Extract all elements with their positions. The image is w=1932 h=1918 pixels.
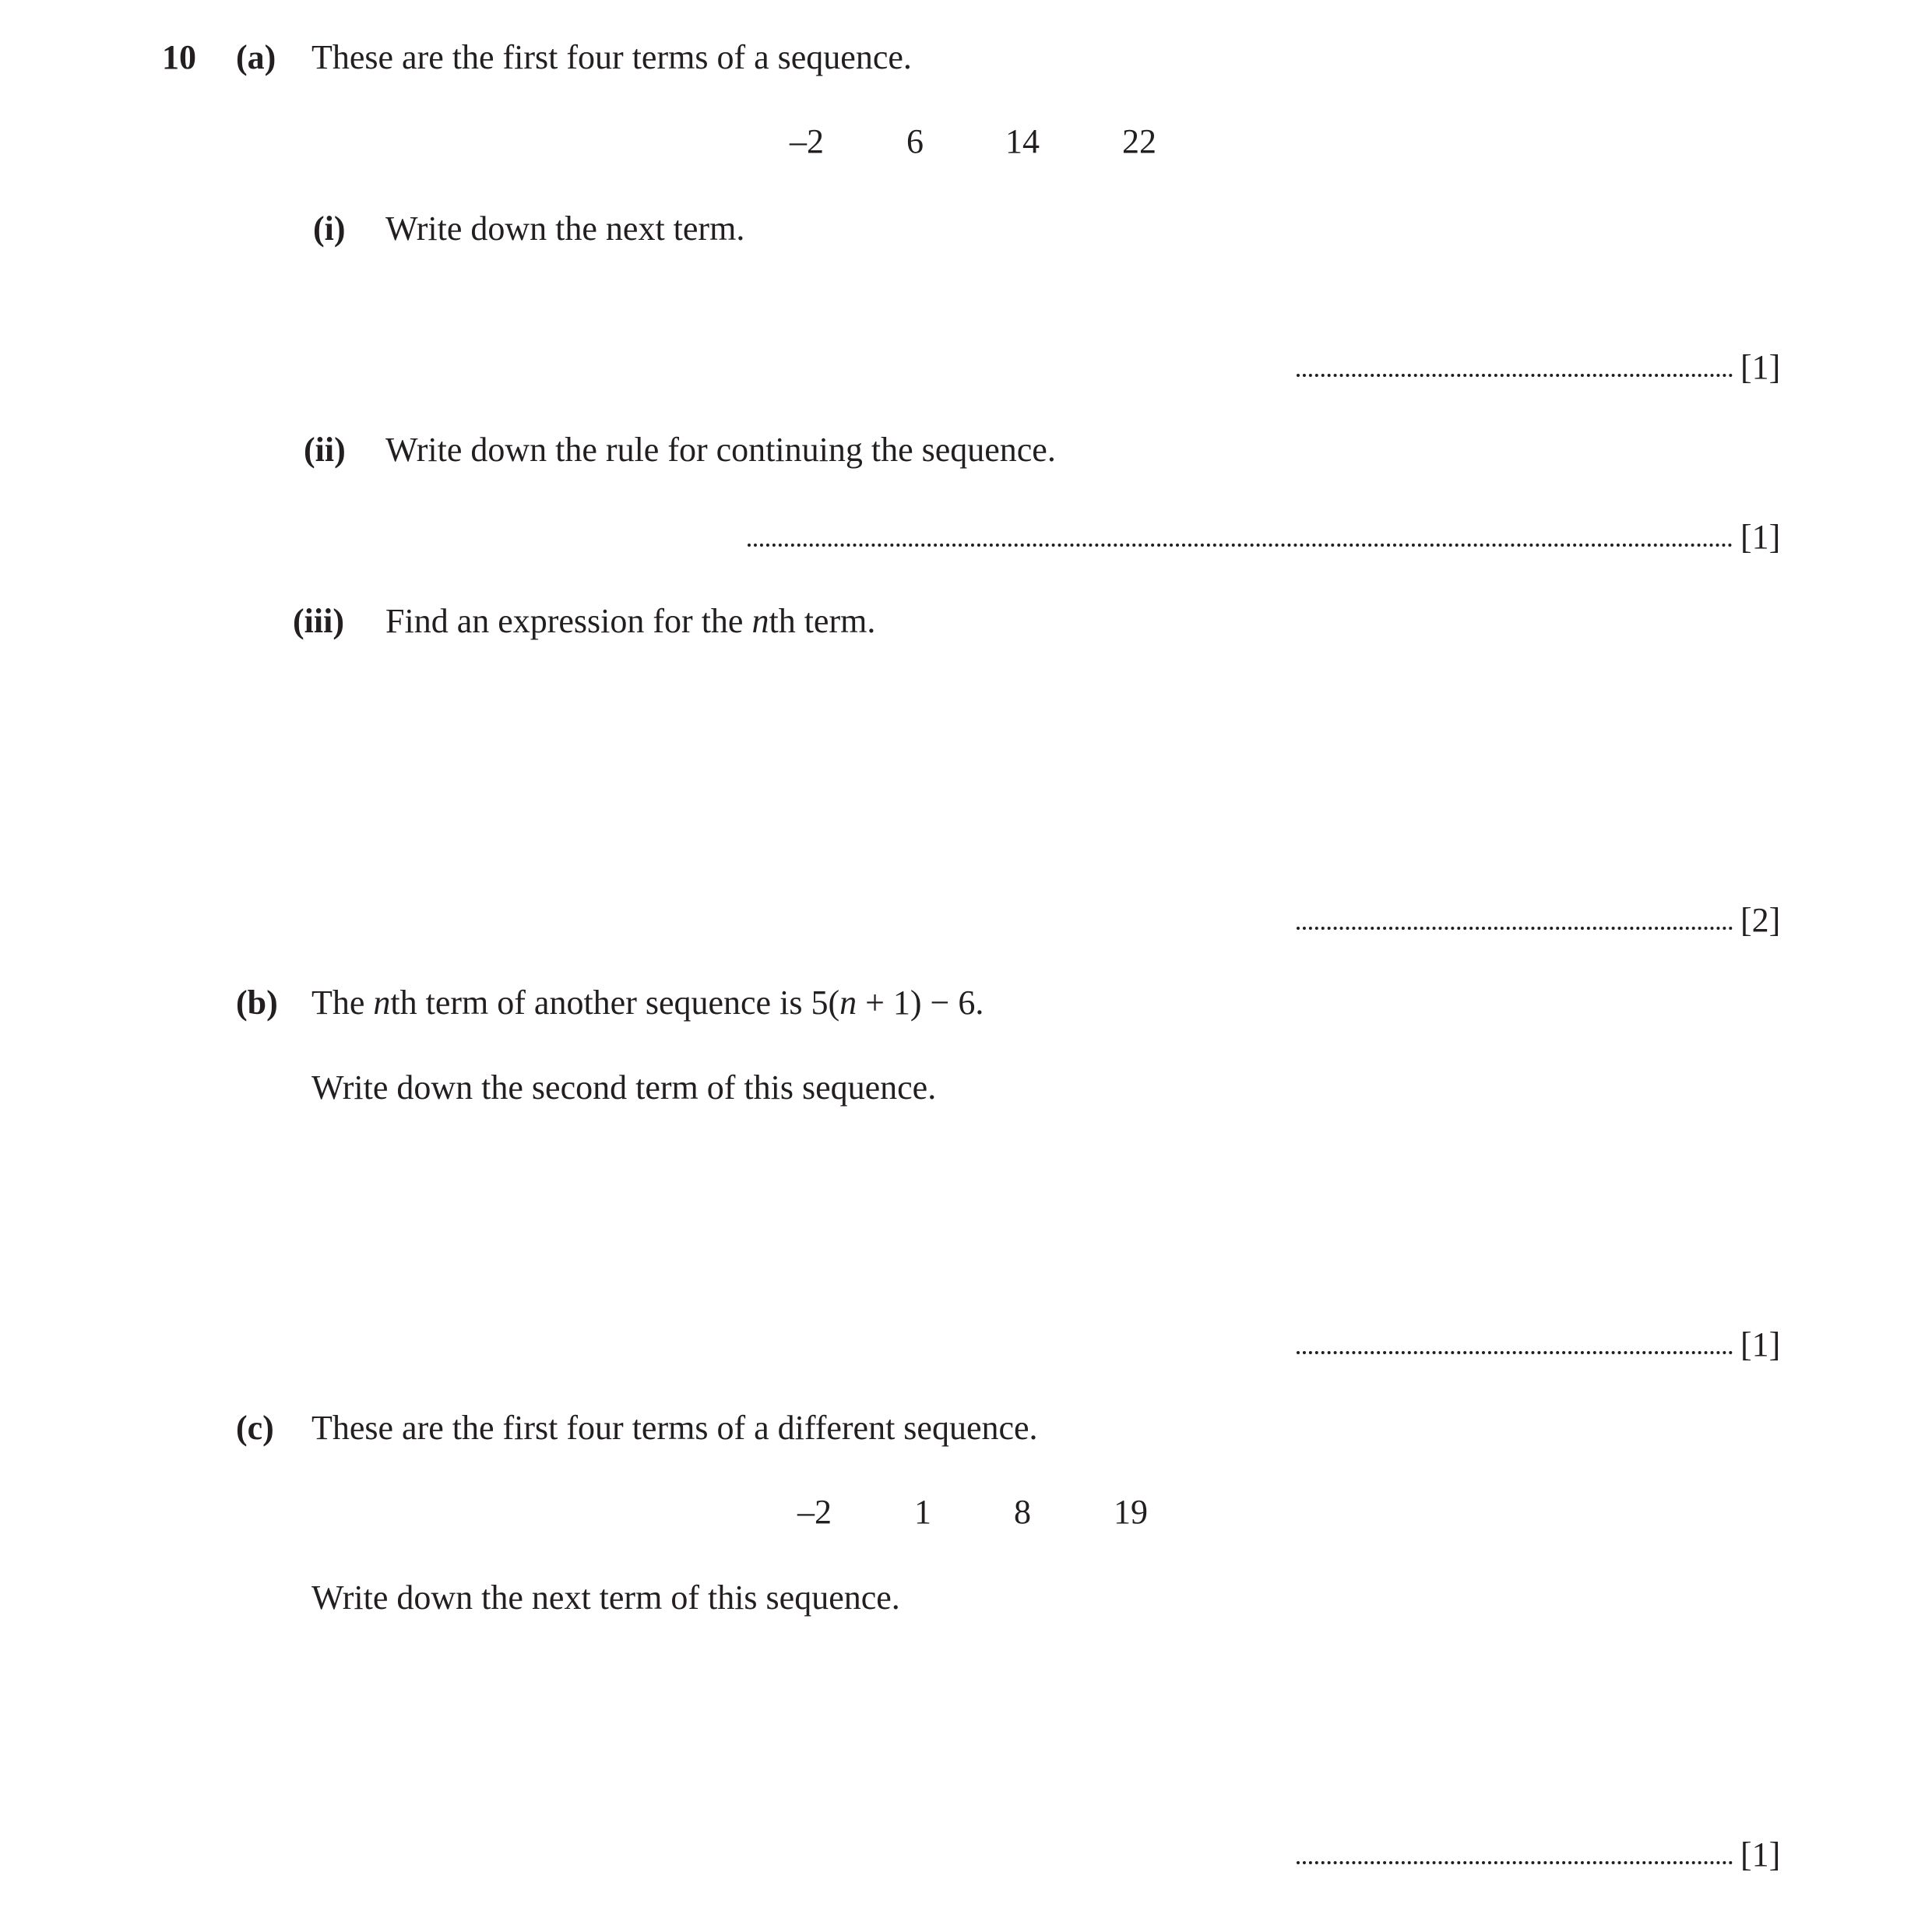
sequence-term: 14 [1005,122,1040,160]
part-a-intro: These are the first four terms of a sequence. [311,38,912,76]
sequence-term: 8 [1014,1493,1031,1531]
answer-line-a-ii[interactable] [748,520,1780,554]
sequence-term: –2 [790,122,824,160]
sequence-term: 19 [1114,1493,1148,1531]
answer-dots[interactable] [1297,1861,1733,1864]
marks-label: [2] [1740,901,1781,939]
part-a-ii-label: (ii) [304,431,346,469]
answer-line-c[interactable] [1297,1835,1781,1874]
marks-label: [1] [1740,1835,1781,1874]
text-segment: th term of another sequence is [390,984,811,1022]
answer-dots[interactable] [1297,927,1733,930]
part-c-label: (c) [236,1409,274,1447]
part-b-instruction: Write down the second term of this sequence. [311,1068,937,1107]
part-a-iii-label: (iii) [293,602,344,640]
part-b-text [311,986,984,1020]
answer-line-a-i[interactable] [1297,350,1780,385]
part-a-label: (a) [236,38,276,76]
part-c-instruction: Write down the next term of this sequence. [311,1578,900,1617]
marks-label: [1] [1740,348,1781,386]
sequence-term: 22 [1122,122,1156,160]
variable-n: n [839,984,857,1022]
marks-label: [1] [1740,1325,1781,1364]
question-number: 10 [162,38,196,76]
part-c-intro: These are the first four terms of a different sequence. [311,1409,1038,1447]
sequence-term: 1 [914,1493,931,1531]
part-a-i-label: (i) [313,209,346,248]
part-b-label: (b) [236,984,278,1022]
expr-part: + 1) − 6 [857,984,976,1022]
sequence-term: 6 [906,122,924,160]
variable-n: n [373,984,391,1022]
answer-line-a-iii[interactable] [1297,903,1780,938]
answer-dots[interactable] [1297,1351,1733,1354]
text-segment: . [975,984,984,1022]
answer-line-b[interactable] [1297,1325,1781,1364]
marks-label: [1] [1740,518,1781,556]
part-a-i-text: Write down the next term. [385,209,745,248]
sequence-term: –2 [797,1493,832,1531]
text-segment: th term. [769,602,876,640]
answer-dots[interactable] [748,544,1733,547]
expr-part: 5( [811,984,840,1022]
text-segment: The [311,984,374,1022]
math-expression [811,984,975,1022]
text-segment: Find an expression for the [385,602,752,640]
answer-dots[interactable] [1297,374,1733,377]
part-a-iii-text [385,604,875,639]
variable-n: n [751,602,769,640]
part-a-ii-text: Write down the rule for continuing the sequence. [385,431,1056,469]
